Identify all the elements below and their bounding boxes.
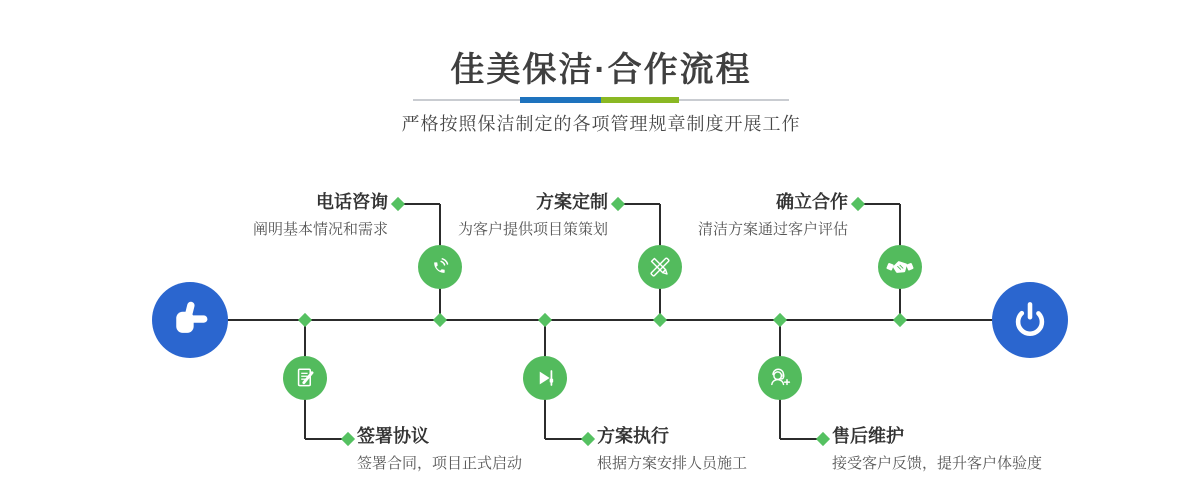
page-title: 佳美保洁·合作流程 — [450, 51, 752, 89]
end-node — [992, 282, 1068, 358]
step-desc: 清洁方案通过客户评估 — [697, 220, 848, 238]
step-node-phone — [418, 245, 462, 289]
step-label-execute — [597, 427, 857, 473]
step-label-cooperation — [618, 193, 848, 239]
junction-diamond — [773, 313, 787, 327]
step-desc: 阐明基本情况和需求 — [252, 220, 388, 238]
contract-pen-icon — [291, 364, 319, 392]
timeline — [195, 319, 1035, 321]
step-label-phone — [158, 193, 388, 239]
step-title: 方案执行 — [597, 426, 669, 446]
step-node-design — [638, 245, 682, 289]
start-node — [152, 282, 228, 358]
step-desc: 接受客户反馈，提升客户体验度 — [832, 454, 1043, 472]
step-node-cooperation — [878, 245, 922, 289]
step-desc: 签署合同，项目正式启动 — [357, 454, 523, 472]
label-diamond — [851, 197, 865, 211]
step-desc: 为客户提供项目策策划 — [457, 220, 608, 238]
divider-blue-segment — [520, 97, 601, 103]
pencil-ruler-icon — [646, 253, 674, 281]
phone-icon — [426, 253, 454, 281]
page-subtitle: 严格按照保洁制定的各项管理规章制度开展工作 — [401, 114, 801, 134]
label-diamond — [341, 432, 355, 446]
step-title: 确立合作 — [776, 192, 848, 212]
step-title: 电话咨询 — [316, 192, 388, 212]
title-divider — [413, 97, 789, 103]
step-desc: 根据方案安排人员施工 — [597, 454, 748, 472]
step-title: 售后维护 — [832, 426, 904, 446]
divider-green-segment — [601, 97, 679, 103]
step-node-service — [758, 356, 802, 400]
point-right-icon — [168, 298, 212, 342]
junction-diamond — [893, 313, 907, 327]
step-title: 签署协议 — [357, 426, 429, 446]
step-title: 方案定制 — [536, 192, 608, 212]
junction-diamond — [653, 313, 667, 327]
handshake-icon — [886, 253, 914, 281]
junction-diamond — [538, 313, 552, 327]
junction-diamond — [433, 313, 447, 327]
step-node-execute — [523, 356, 567, 400]
play-slider-icon — [531, 364, 559, 392]
step-label-contract — [357, 427, 617, 473]
step-label-service — [832, 427, 1092, 473]
step-label-design — [378, 193, 608, 239]
power-icon — [1008, 298, 1052, 342]
junction-diamond — [298, 313, 312, 327]
headset-plus-icon — [766, 364, 794, 392]
step-node-contract — [283, 356, 327, 400]
